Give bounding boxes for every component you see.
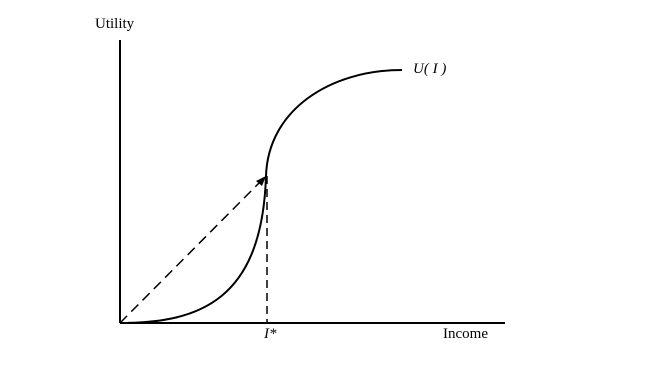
y-axis-label: Utility — [95, 16, 135, 32]
dashed-chord-line — [120, 176, 266, 323]
x-axis-label: Income — [443, 326, 488, 342]
curve-label: U( I ) — [413, 61, 447, 77]
istar-label: I* — [264, 326, 277, 342]
utility-curve — [120, 70, 402, 323]
